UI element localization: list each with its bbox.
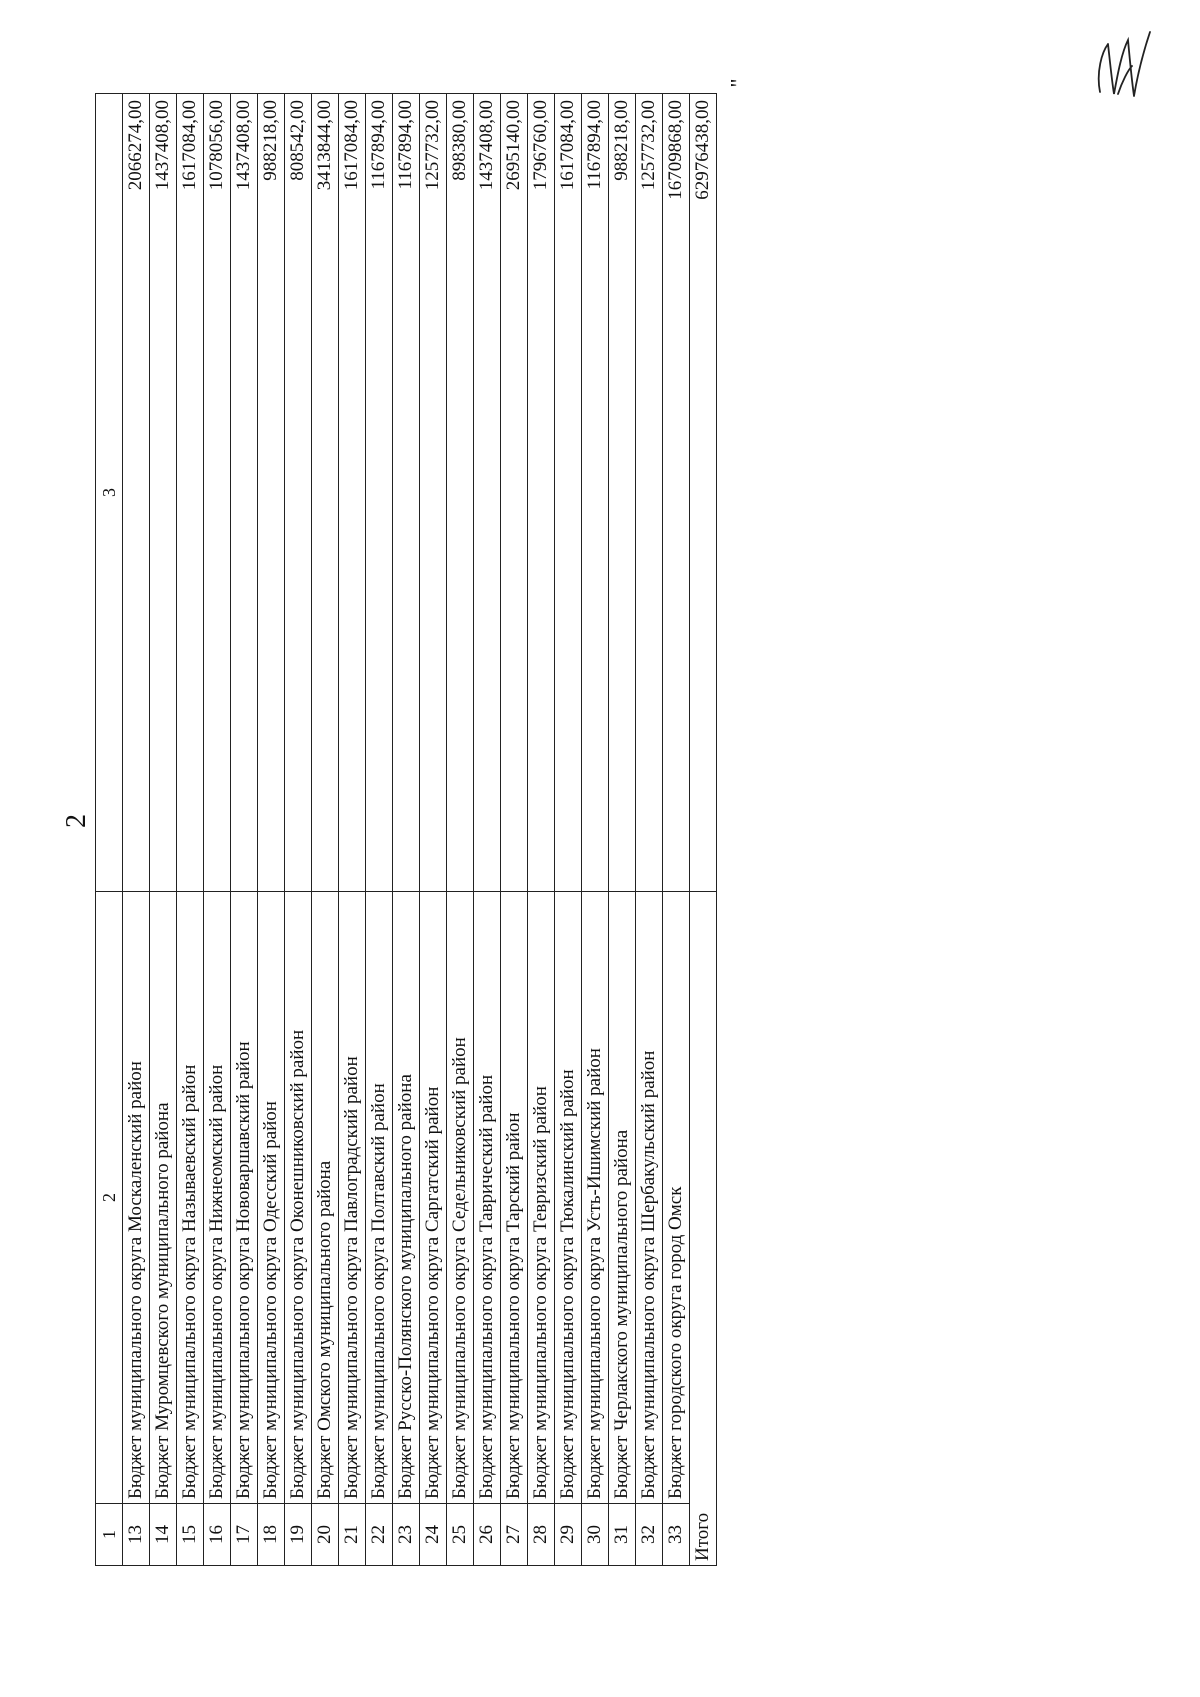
budget-name: Бюджет муниципального округа Оконешниковский район: [285, 892, 312, 1504]
budget-name: Бюджет Омского муниципального района: [312, 892, 339, 1504]
budget-amount: 1437408,00: [474, 94, 501, 892]
signature: [1088, 22, 1158, 102]
budget-amount: 808542,00: [285, 94, 312, 892]
budget-name: Бюджет Русско-Полянского муниципального района: [393, 892, 420, 1504]
table-row: [258, 94, 285, 1566]
row-number: 16: [204, 1504, 231, 1566]
table-row: [285, 94, 312, 1566]
row-number: 29: [555, 1504, 582, 1566]
rotated-table-container: [95, 94, 713, 1566]
budget-name: Бюджет муниципального округа Нижнеомский район: [204, 892, 231, 1504]
budget-amount: 1617084,00: [555, 94, 582, 892]
budget-name: Бюджет муниципального округа Усть-Ишимский район: [582, 892, 609, 1504]
budget-name: Бюджет муниципального округа Седельниковский район: [447, 892, 474, 1504]
table-row: [150, 94, 177, 1566]
budget-name: Бюджет муниципального округа Полтавский район: [366, 892, 393, 1504]
budget-name: Бюджет муниципального округа Тюкалинский район: [555, 892, 582, 1504]
row-number: 14: [150, 1504, 177, 1566]
closing-quote: ": [725, 78, 751, 88]
budget-name: Бюджет муниципального округа Шербакульский район: [636, 892, 663, 1504]
row-number: 13: [123, 1504, 150, 1566]
budget-amount: 1078056,00: [204, 94, 231, 892]
budget-name: Бюджет Черлакского муниципального района: [609, 892, 636, 1504]
budget-amount: 1167894,00: [582, 94, 609, 892]
budget-amount: 1617084,00: [177, 94, 204, 892]
table-row: [474, 94, 501, 1566]
budget-amount: 1257732,00: [420, 94, 447, 892]
budget-name: Бюджет муниципального округа Называевский район: [177, 892, 204, 1504]
total-amount: 62976438,00: [690, 94, 717, 892]
row-number: 15: [177, 1504, 204, 1566]
row-number: 20: [312, 1504, 339, 1566]
row-number: 28: [528, 1504, 555, 1566]
budget-name: Бюджет муниципального округа Одесский район: [258, 892, 285, 1504]
table-row: [447, 94, 474, 1566]
header-col-1: 1: [96, 1504, 123, 1566]
budget-name: Бюджет Муромцевского муниципального района: [150, 892, 177, 1504]
table-row: [636, 94, 663, 1566]
row-number: 33: [663, 1504, 690, 1566]
budget-name: Бюджет муниципального округа Саргатский район: [420, 892, 447, 1504]
row-number: 22: [366, 1504, 393, 1566]
budget-amount: 1617084,00: [339, 94, 366, 892]
budget-amount: 1167894,00: [393, 94, 420, 892]
budget-amount: 1257732,00: [636, 94, 663, 892]
row-number: 23: [393, 1504, 420, 1566]
budget-amount: 988218,00: [609, 94, 636, 892]
row-number: 17: [231, 1504, 258, 1566]
row-number: 24: [420, 1504, 447, 1566]
budget-name: Бюджет городского округа город Омск: [663, 892, 690, 1504]
budget-name: Бюджет муниципального округа Тарский район: [501, 892, 528, 1504]
table-row: [663, 94, 690, 1566]
table-header-row: [96, 94, 123, 1566]
total-label: Итого: [690, 892, 717, 1566]
row-number: 19: [285, 1504, 312, 1566]
table-row: [609, 94, 636, 1566]
budget-name: Бюджет муниципального округа Таврический район: [474, 892, 501, 1504]
table-row: [204, 94, 231, 1566]
table-row: [177, 94, 204, 1566]
table-row: [528, 94, 555, 1566]
row-number: 25: [447, 1504, 474, 1566]
row-number: 32: [636, 1504, 663, 1566]
row-number: 26: [474, 1504, 501, 1566]
budget-name: Бюджет муниципального округа Нововаршавский район: [231, 892, 258, 1504]
budget-amount: 2695140,00: [501, 94, 528, 892]
budget-name: Бюджет муниципального округа Москаленский район: [123, 892, 150, 1504]
budget-amount: 3413844,00: [312, 94, 339, 892]
budget-amount: 988218,00: [258, 94, 285, 892]
budget-amount: 16709868,00: [663, 94, 690, 892]
table-row: [420, 94, 447, 1566]
table-row: [501, 94, 528, 1566]
budget-table: [95, 93, 717, 1566]
budget-amount: 1437408,00: [231, 94, 258, 892]
table-row: [366, 94, 393, 1566]
total-row: [690, 94, 717, 1566]
table-row: [582, 94, 609, 1566]
table-row: [339, 94, 366, 1566]
table-row: [123, 94, 150, 1566]
table-row: [393, 94, 420, 1566]
row-number: 27: [501, 1504, 528, 1566]
table-row: [312, 94, 339, 1566]
table-row: [555, 94, 582, 1566]
budget-amount: 2066274,00: [123, 94, 150, 892]
row-number: 31: [609, 1504, 636, 1566]
page-number: 2: [61, 814, 92, 828]
budget-name: Бюджет муниципального округа Тевризский район: [528, 892, 555, 1504]
budget-amount: 1167894,00: [366, 94, 393, 892]
budget-name: Бюджет муниципального округа Павлоградский район: [339, 892, 366, 1504]
header-col-3: 3: [96, 94, 123, 892]
budget-amount: 1437408,00: [150, 94, 177, 892]
budget-amount: 1796760,00: [528, 94, 555, 892]
header-col-2: 2: [96, 892, 123, 1504]
row-number: 18: [258, 1504, 285, 1566]
budget-amount: 898380,00: [447, 94, 474, 892]
row-number: 30: [582, 1504, 609, 1566]
table-row: [231, 94, 258, 1566]
row-number: 21: [339, 1504, 366, 1566]
